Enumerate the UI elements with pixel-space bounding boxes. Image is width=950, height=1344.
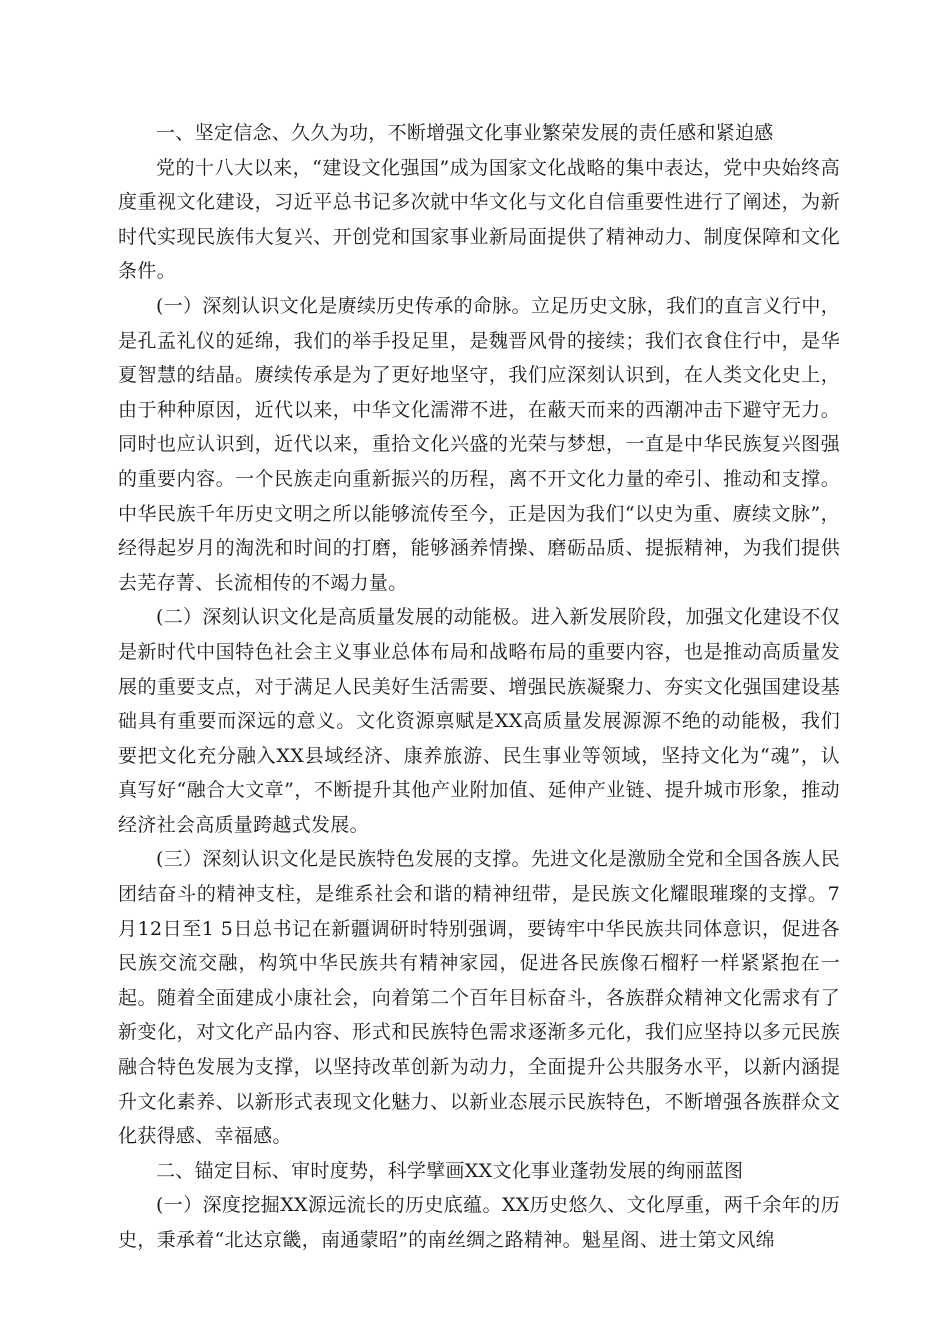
section-heading-2: 二、锚定目标、审时度势，科学擘画XX文化事业蓬勃发展的绚丽蓝图 <box>156 1159 744 1182</box>
paragraph-subsection-2: (二）深刻认识文化是高质量发展的动能极。进入新发展阶段，加强文化建设不仅是新时代中国特色社会主义事业总体布局和战略布局的重要内容，也是推动高质量发展的重要支点，对于满足人民美好生活需要、增强民族凝聚力、夯实文化强国建设基础具有重要而深远的意义。文化资源禀赋是XX高质量发展源源不绝的动能极，我们要把文化充分融入XX县域经济、康养旅游、民生事业等领域，坚持文化为“魂”，认真写好“融合大文章”，不断提升其他产业附加值、延伸产业链、提升城市形象，推动经济社会高质量跨越式发展。 <box>118 606 840 836</box>
document-body <box>118 116 840 1258</box>
paragraph-subsection-1: (一）深刻认识文化是赓续历史传承的命脉。立足历史文脉，我们的直言义行中，是孔孟礼仪的延绵，我们的举手投足里，是魏晋风骨的接续；我们衣食住行中，是华夏智慧的结晶。赓续传承是为了更好地坚守，我们应深刻认识到，在人类文化史上，由于种种原因，近代以来，中华文化濡滞不进，在蔽天而来的西潮冲击下避守无力。同时也应认识到，近代以来，重拾文化兴盛的光荣与梦想，一直是中华民族复兴图强的重要内容。一个民族走向重新振兴的历程，离不开文化力量的牵引、推动和支撑。中华民族千年历史文明之所以能够流传至今，正是因为我们“以史为重、赓续文脉”，经得起岁月的淘洗和时间的打磨，能够涵养情操、磨砺品质、提振精神，为我们提供去芜存菁、长流相传的不竭力量。 <box>118 294 840 594</box>
paragraph-subsection-3: (三）深刻认识文化是民族特色发展的支撑。先进文化是激励全党和全国各族人民团结奋斗的精神支柱，是维系社会和谐的精神纽带，是民族文化耀眼璀璨的支撑。7月12日至1 5日总书记在新疆调研时特别强调，要铸牢中华民族共同体意识，促进各民族交流交融，构筑中华民族共有精神家园，促进各民族像石榴籽一样紧紧抱在一起。随着全面建成小康社会，向着第二个百年目标奋斗，各族群众精神文化需求有了新变化，对文化产品内容、形式和民族特色需求逐渐多元化，我们应坚持以多元民族融合特色发展为支撑，以坚持改革创新为动力，全面提升公共服务水平，以新内涵提升文化素养、以新形式表现文化魅力、以新业态展示民族特色，不断增强各族群众文化获得感、幸福感。 <box>118 848 840 1148</box>
section-heading-1: 一、坚定信念、久久为功，不断增强文化事业繁荣发展的责任感和紧迫感 <box>156 122 774 144</box>
paragraph-section2-subsection-1: (一）深度挖掘XX源远流长的历史底蕴。XX历史悠久、文化厚重，两千余年的历史，秉承着“北达京畿，南通蒙昭”的南丝绸之路精神。魁星阁、进士第文风绵 <box>118 1194 840 1251</box>
paragraph-intro: 党的十八大以来，“建设文化强国”成为国家文化战略的集中表达，党中央始终高度重视文化建设，习近平总书记多次就中华文化与文化自信重要性进行了阐述，为新时代实现民族伟大复兴、开创党和国家事业新局面提供了精神动力、制度保障和文化条件。 <box>118 156 840 283</box>
